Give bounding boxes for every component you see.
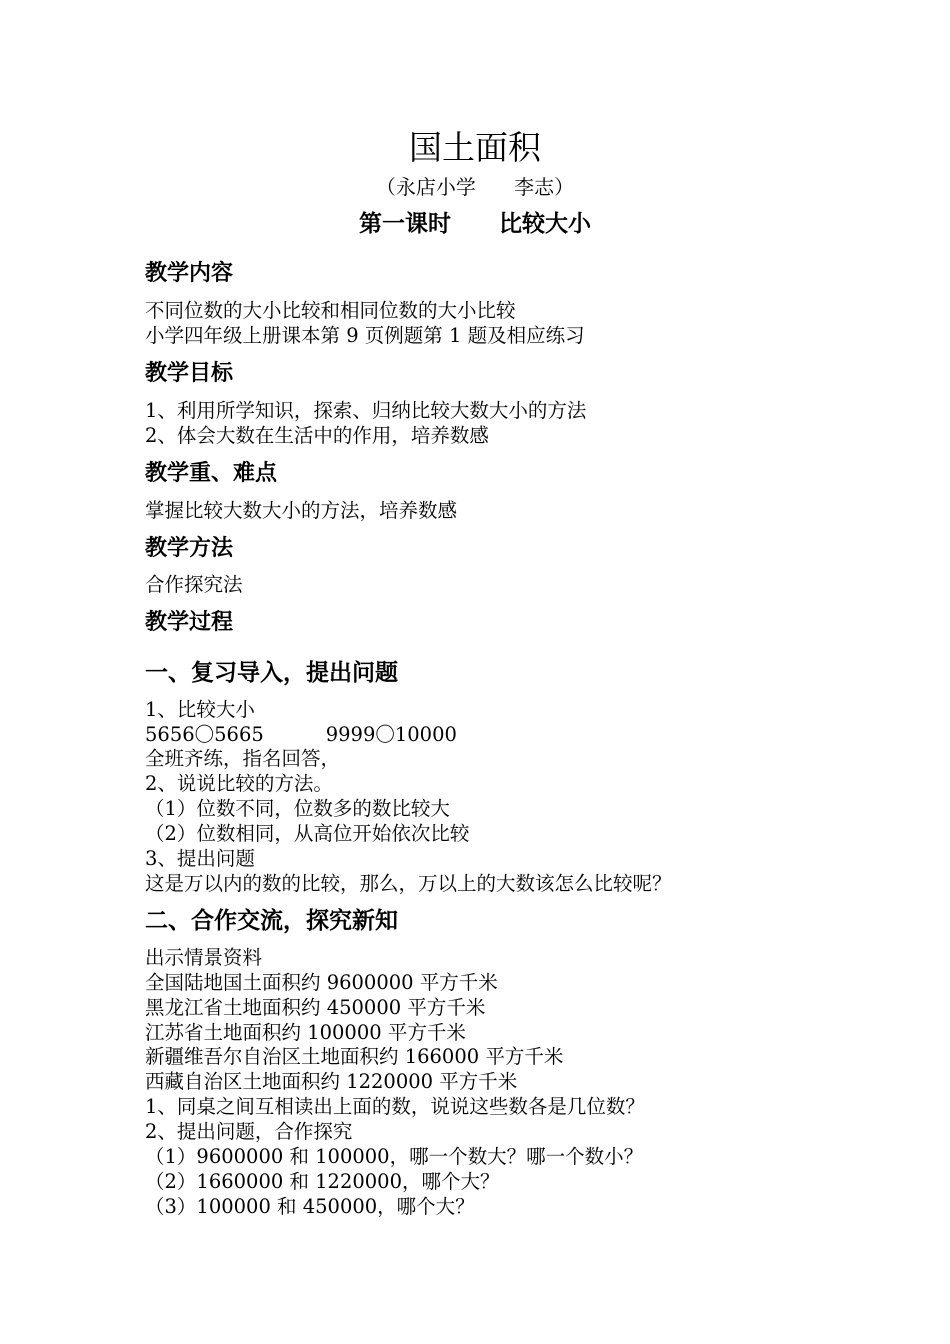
section1-line: 2、说说比较的方法。 bbox=[145, 772, 333, 795]
section1-line: 这是万以内的数的比较，那么，万以上的大数该怎么比较呢？ bbox=[145, 872, 672, 895]
section2-line: 新疆维吾尔自治区土地面积约 166000 平方千米 bbox=[145, 1045, 564, 1068]
section2-line: 1、同桌之间互相读出上面的数，说说这些数各是几位数？ bbox=[145, 1095, 645, 1118]
section1-line: 5656〇5665 9999〇10000 bbox=[145, 723, 457, 746]
section2-line: 2、提出问题，合作探究 bbox=[145, 1120, 353, 1143]
section2-line: 出示情景资料 bbox=[145, 946, 263, 969]
section2-line: （1）9600000 和 100000，哪一个数大？哪一个数小？ bbox=[145, 1145, 644, 1168]
section2-line: 江苏省土地面积约 100000 平方千米 bbox=[145, 1021, 466, 1044]
heading-key-points: 教学重、难点 bbox=[145, 461, 278, 486]
document-title: 国土面积 bbox=[409, 128, 541, 167]
section1-line: 3、提出问题 bbox=[145, 847, 255, 870]
section1-line: 1、比较大小 bbox=[145, 698, 255, 721]
heading-teaching-goals: 教学目标 bbox=[145, 361, 234, 386]
section-heading-review: 一、复习导入，提出问题 bbox=[145, 660, 398, 686]
goal-line: 2、体会大数在生活中的作用，培养数感 bbox=[145, 424, 489, 447]
section1-line: （1）位数不同，位数多的数比较大 bbox=[145, 797, 450, 820]
author-line: （永店小学 李志） bbox=[375, 175, 575, 199]
section1-line: 全班齐练，指名回答， bbox=[145, 747, 341, 770]
section2-line: （3）100000 和 450000，哪个大？ bbox=[145, 1195, 475, 1218]
section2-line: 西藏自治区土地面积约 1220000 平方千米 bbox=[145, 1070, 518, 1093]
section2-line: （2）1660000 和 1220000，哪个大？ bbox=[145, 1170, 500, 1193]
heading-teaching-content: 教学内容 bbox=[145, 261, 234, 286]
section1-line: （2）位数相同，从高位开始依次比较 bbox=[145, 822, 470, 845]
method-line: 合作探究法 bbox=[145, 573, 243, 596]
lesson-subtitle: 第一课时 比较大小 bbox=[358, 211, 592, 237]
key-point-line: 掌握比较大数大小的方法，培养数感 bbox=[145, 499, 458, 522]
heading-teaching-method: 教学方法 bbox=[145, 536, 234, 561]
content-line: 小学四年级上册课本第 9 页例题第 1 题及相应练习 bbox=[145, 324, 585, 347]
goal-line: 1、利用所学知识，探索、归纳比较大数大小的方法 bbox=[145, 399, 587, 422]
section-heading-explore: 二、合作交流，探究新知 bbox=[145, 908, 398, 934]
section2-line: 全国陆地国土面积约 9600000 平方千米 bbox=[145, 971, 498, 994]
section2-line: 黑龙江省土地面积约 450000 平方千米 bbox=[145, 996, 486, 1019]
heading-teaching-process: 教学过程 bbox=[145, 610, 234, 635]
content-line: 不同位数的大小比较和相同位数的大小比较 bbox=[145, 299, 516, 322]
